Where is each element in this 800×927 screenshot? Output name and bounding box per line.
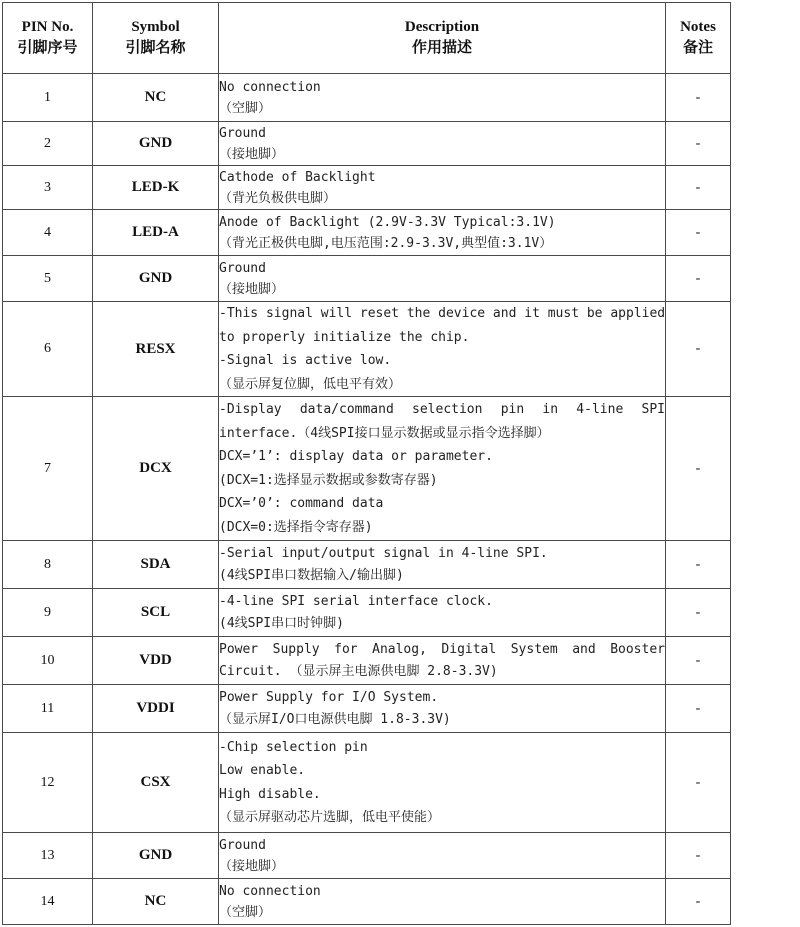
table-row xyxy=(3,166,731,210)
table-row xyxy=(3,397,731,541)
description-line: -Chip selection pin xyxy=(219,739,368,755)
description-line: （接地脚） xyxy=(219,858,285,874)
description-line: -Serial input/output signal in 4-line SPI. xyxy=(219,545,548,561)
pin-symbol: VDDI xyxy=(93,685,219,733)
description-line: Ground xyxy=(219,837,266,853)
description-line: High disable. xyxy=(219,786,321,802)
description-line: Anode of Backlight (2.9V-3.3V Typical:3.1V) xyxy=(219,214,556,230)
description-line: （显示屏复位脚，低电平有效） xyxy=(219,376,402,392)
pin-notes: - xyxy=(666,397,731,541)
pin-notes: - xyxy=(666,541,731,589)
pin-number: 6 xyxy=(3,302,93,397)
pin-description xyxy=(219,397,666,541)
header-notes xyxy=(666,3,731,74)
pin-notes: - xyxy=(666,637,731,685)
table-row xyxy=(3,879,731,925)
table-row xyxy=(3,210,731,256)
description-line: Ground xyxy=(219,260,266,276)
header-symbol-en: Symbol xyxy=(131,19,180,35)
pin-symbol: LED-A xyxy=(93,210,219,256)
pin-number: 2 xyxy=(3,122,93,166)
pin-number: 14 xyxy=(3,879,93,925)
description-line: Ground xyxy=(219,125,266,141)
description-line: （显示屏驱动芯片选脚，低电平使能） xyxy=(219,810,441,825)
description-line: (4线SPI串口时钟脚) xyxy=(219,615,344,631)
pin-number: 7 xyxy=(3,397,93,541)
pin-symbol: LED-K xyxy=(93,166,219,210)
table-row xyxy=(3,302,731,397)
pin-symbol: VDD xyxy=(93,637,219,685)
header-symbol xyxy=(93,3,219,74)
pin-notes: - xyxy=(666,302,731,397)
description-line: （背光正极供电脚,电压范围:2.9-3.3V,典型值:3.1V） xyxy=(219,235,553,251)
pin-notes: - xyxy=(666,166,731,210)
header-pin-cn: 引脚序号 xyxy=(17,40,78,56)
description-line: （接地脚） xyxy=(219,146,285,162)
pin-description xyxy=(219,74,666,122)
description-line: (4线SPI串口数据输入/输出脚) xyxy=(219,567,404,583)
pin-notes: - xyxy=(666,879,731,925)
pin-notes: - xyxy=(666,74,731,122)
pin-number: 12 xyxy=(3,733,93,833)
header-description-cn: 作用描述 xyxy=(411,40,472,56)
description-line: interface.（4线SPI接口显示数据或显示指令选择脚） xyxy=(219,425,550,441)
pin-number: 10 xyxy=(3,637,93,685)
pin-description xyxy=(219,210,666,256)
pin-symbol: GND xyxy=(93,122,219,166)
description-line: （背光负极供电脚） xyxy=(219,190,337,206)
description-line: Power Supply for I/O System. xyxy=(219,689,439,705)
description-line: （空脚） xyxy=(219,904,272,920)
pin-symbol: NC xyxy=(93,879,219,925)
pin-definition-table xyxy=(2,2,731,925)
pin-notes: - xyxy=(666,589,731,637)
description-line: Circuit. （显示屏主电源供电脚 2.8-3.3V) xyxy=(219,663,498,679)
description-line: (DCX=0:选择指令寄存器) xyxy=(219,519,373,535)
pin-notes: - xyxy=(666,685,731,733)
table-row xyxy=(3,122,731,166)
pin-notes: - xyxy=(666,210,731,256)
pin-number: 4 xyxy=(3,210,93,256)
pin-description xyxy=(219,733,666,833)
table-row xyxy=(3,637,731,685)
pin-symbol: GND xyxy=(93,833,219,879)
table-row xyxy=(3,256,731,302)
pin-description xyxy=(219,256,666,302)
header-notes-en: Notes xyxy=(680,19,716,35)
description-line: (DCX=1:选择显示数据或参数寄存器) xyxy=(219,472,438,488)
pin-description xyxy=(219,541,666,589)
description-line: （空脚） xyxy=(219,100,272,116)
pin-notes: - xyxy=(666,122,731,166)
description-line: Cathode of Backlight xyxy=(219,169,376,185)
table-row xyxy=(3,589,731,637)
pin-symbol: DCX xyxy=(93,397,219,541)
header-notes-cn: 备注 xyxy=(682,40,713,56)
description-line: Power Supply for Analog, Digital System and Booster xyxy=(219,641,665,657)
pin-description xyxy=(219,589,666,637)
header-description-en: Description xyxy=(404,19,480,35)
description-line: -Signal is active low. xyxy=(219,353,392,368)
description-line: to properly initialize the chip. xyxy=(219,329,470,345)
description-line: Low enable. xyxy=(219,763,306,778)
description-line: -Display data/command selection pin in 4-line SPI xyxy=(219,402,665,417)
description-line: （接地脚） xyxy=(219,281,285,297)
description-line: DCX=’0’: command data xyxy=(219,496,384,511)
pin-number: 3 xyxy=(3,166,93,210)
pin-number: 11 xyxy=(3,685,93,733)
table-row xyxy=(3,733,731,833)
pin-number: 8 xyxy=(3,541,93,589)
description-line: DCX=’1’: display data or parameter. xyxy=(219,449,493,464)
header-row xyxy=(3,3,731,74)
pin-number: 1 xyxy=(3,74,93,122)
pin-symbol: RESX xyxy=(93,302,219,397)
table-row xyxy=(3,833,731,879)
pin-notes: - xyxy=(666,733,731,833)
description-line: No connection xyxy=(219,79,321,95)
pin-symbol: CSX xyxy=(93,733,219,833)
table-row xyxy=(3,685,731,733)
pin-number: 13 xyxy=(3,833,93,879)
pin-number: 9 xyxy=(3,589,93,637)
pin-description xyxy=(219,166,666,210)
description-line: -This signal will reset the device and it must be applied xyxy=(219,306,665,321)
header-pin xyxy=(3,3,93,74)
description-line: （显示屏I/O口电源供电脚 1.8-3.3V) xyxy=(219,711,451,727)
pin-symbol: GND xyxy=(93,256,219,302)
pin-description xyxy=(219,302,666,397)
table-row xyxy=(3,74,731,122)
header-pin-en: PIN No. xyxy=(21,19,74,35)
pin-description xyxy=(219,685,666,733)
pin-notes: - xyxy=(666,256,731,302)
pin-description xyxy=(219,122,666,166)
pin-symbol: NC xyxy=(93,74,219,122)
pin-symbol: SCL xyxy=(93,589,219,637)
pin-description xyxy=(219,879,666,925)
pin-symbol: SDA xyxy=(93,541,219,589)
pin-description xyxy=(219,833,666,879)
pin-description xyxy=(219,637,666,685)
pin-notes: - xyxy=(666,833,731,879)
description-line: -4-line SPI serial interface clock. xyxy=(219,593,493,609)
description-line: No connection xyxy=(219,883,321,899)
table-row xyxy=(3,541,731,589)
header-description xyxy=(219,3,666,74)
header-symbol-cn: 引脚名称 xyxy=(125,40,186,56)
pin-number: 5 xyxy=(3,256,93,302)
